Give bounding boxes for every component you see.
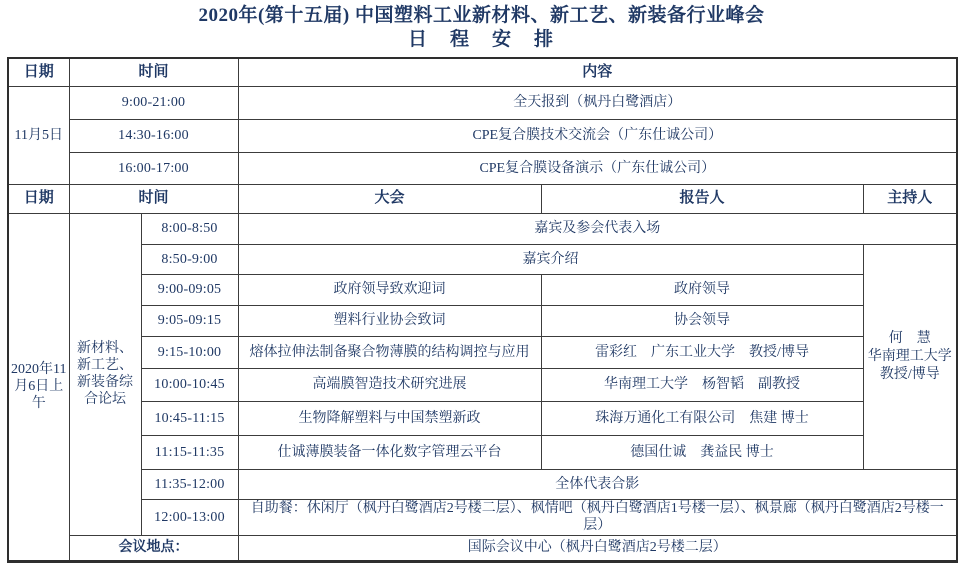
schedule-row <box>8 274 957 305</box>
header-date: 日期 <box>8 184 69 213</box>
time-cell: 9:00-21:00 <box>69 86 238 119</box>
time-cell: 16:00-17:00 <box>69 152 238 184</box>
content-cell: CPE复合膜技术交流会（广东仕诚公司） <box>238 119 957 152</box>
speaker-cell: 政府领导 <box>541 274 863 305</box>
content-cell: 全天报到（枫丹白鹭酒店） <box>238 86 957 119</box>
header-date: 日期 <box>8 58 69 86</box>
time-cell: 9:05-09:15 <box>141 305 238 336</box>
schedule-row <box>8 401 957 435</box>
host-org: 华南理工大学 <box>867 348 952 364</box>
day2-date-cell: 2020年11月6日上午 <box>8 213 69 561</box>
time-cell: 8:00-8:50 <box>141 213 238 244</box>
topic-cell: 政府领导致欢迎词 <box>238 274 541 305</box>
venue-row <box>8 535 957 561</box>
topic-cell: 生物降解塑料与中国禁塑新政 <box>238 401 541 435</box>
header-row-day2 <box>8 184 957 213</box>
time-cell: 9:15-10:00 <box>141 336 238 368</box>
topic-cell: 熔体拉伸法制备聚合物薄膜的结构调控与应用 <box>238 336 541 368</box>
time-cell: 8:50-9:00 <box>141 244 238 274</box>
schedule-table <box>7 57 958 563</box>
time-cell: 11:15-11:35 <box>141 435 238 469</box>
header-host: 主持人 <box>863 184 957 213</box>
schedule-row <box>8 213 957 244</box>
header-speaker: 报告人 <box>541 184 863 213</box>
content-cell: 全体代表合影 <box>238 469 957 499</box>
time-cell: 11:35-12:00 <box>141 469 238 499</box>
header-time: 时间 <box>69 184 238 213</box>
schedule-row <box>8 244 957 274</box>
speaker-cell: 协会领导 <box>541 305 863 336</box>
header-content: 内容 <box>238 58 957 86</box>
conference-title: 2020年(第十五届) 中国塑料工业新材料、新工艺、新装备行业峰会 <box>198 5 765 26</box>
speaker-cell: 珠海万通化工有限公司 焦建 博士 <box>541 401 863 435</box>
speaker-cell: 雷彩红 广东工业大学 教授/博导 <box>541 336 863 368</box>
schedule-row <box>8 152 957 184</box>
content-cell: CPE复合膜设备演示（广东仕诚公司） <box>238 152 957 184</box>
content-cell: 嘉宾及参会代表入场 <box>238 213 957 244</box>
schedule-row <box>8 305 957 336</box>
day1-date-cell: 11月5日 <box>8 86 69 184</box>
header-time: 时间 <box>69 58 238 86</box>
page-title <box>0 4 963 52</box>
schedule-row <box>8 86 957 119</box>
time-cell: 14:30-16:00 <box>69 119 238 152</box>
venue-content: 国际会议中心（枫丹白鹭酒店2号楼二层） <box>238 535 957 561</box>
schedule-subtitle: 日 程 安 排 <box>407 29 555 50</box>
content-cell: 自助餐：休闲厅（枫丹白鹭酒店2号楼二层）、枫情吧（枫丹白鹭酒店1号楼一层）、枫景廊（枫丹白鹭酒店2号楼一层） <box>238 499 957 535</box>
content-cell: 嘉宾介绍 <box>238 244 863 274</box>
forum-cell: 新材料、新工艺、新装备综合论坛 <box>69 213 141 535</box>
topic-cell: 仕诚薄膜装备一体化数字管理云平台 <box>238 435 541 469</box>
time-cell: 12:00-13:00 <box>141 499 238 535</box>
schedule-row <box>8 368 957 401</box>
topic-cell: 高端膜智造技术研究进展 <box>238 368 541 401</box>
header-row-day1 <box>8 58 957 86</box>
time-cell: 10:45-11:15 <box>141 401 238 435</box>
schedule-row <box>8 499 957 535</box>
host-cell <box>863 244 957 469</box>
speaker-cell: 华南理工大学 杨智韬 副教授 <box>541 368 863 401</box>
host-title: 教授/博导 <box>879 366 940 382</box>
speaker-cell: 德国仕诚 龚益民 博士 <box>541 435 863 469</box>
schedule-row <box>8 336 957 368</box>
host-name: 何 慧 <box>888 330 931 346</box>
venue-label: 会议地点： <box>69 535 238 561</box>
time-cell: 9:00-09:05 <box>141 274 238 305</box>
topic-cell: 塑料行业协会致词 <box>238 305 541 336</box>
schedule-row <box>8 469 957 499</box>
schedule-row <box>8 435 957 469</box>
schedule-row <box>8 119 957 152</box>
header-conference: 大会 <box>238 184 541 213</box>
time-cell: 10:00-10:45 <box>141 368 238 401</box>
